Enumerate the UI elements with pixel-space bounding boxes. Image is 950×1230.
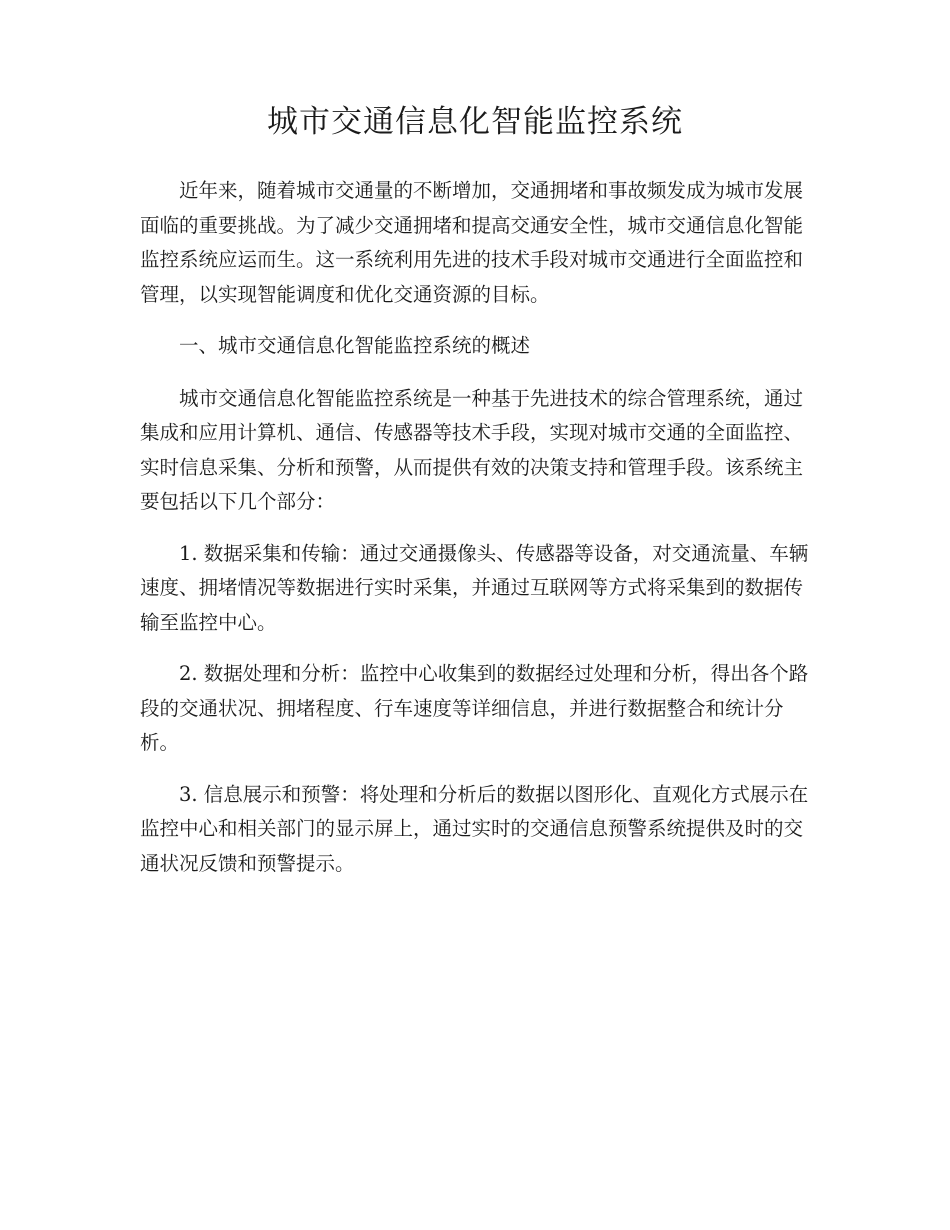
section-heading-overview: 一、城市交通信息化智能监控系统的概述 [179, 334, 531, 357]
paragraph-overview: 城市交通信息化智能监控系统是一种基于先进技术的综合管理系统，通过集成和应用计算机、通信、传感器等技术手段，实现对城市交通的全面监控、实时信息采集、分析和预警，从而提供有效的决策支持和管理手段。该系统主要包括以下几个部分： [140, 386, 804, 513]
document-body [140, 174, 810, 881]
list-item-data-collection: 1. 数据采集和传输：通过交通摄像头、传感器等设备，对交通流量、车辆速度、拥堵情况等数据进行实时采集，并通过互联网等方式将采集到的数据传输至监控中心。 [140, 541, 809, 634]
list-item-info-display: 3. 信息展示和预警：将处理和分析后的数据以图形化、直观化方式展示在监控中心和相关部门的显示屏上，通过实时的交通信息预警系统提供及时的交通状况反馈和预警提示。 [140, 782, 809, 875]
paragraph-intro: 近年来，随着城市交通量的不断增加，交通拥堵和事故频发成为城市发展面临的重要挑战。为了减少交通拥堵和提高交通安全性，城市交通信息化智能监控系统应运而生。这一系统利用先进的技术手段对城市交通进行全面监控和管理，以实现智能调度和优化交通资源的目标。 [140, 179, 804, 306]
document-title: 城市交通信息化智能监控系统 [267, 104, 683, 140]
list-item-data-processing: 2. 数据处理和分析：监控中心收集到的数据经过处理和分析，得出各个路段的交通状况、拥堵程度、行车速度等详细信息，并进行数据整合和统计分析。 [140, 662, 809, 754]
